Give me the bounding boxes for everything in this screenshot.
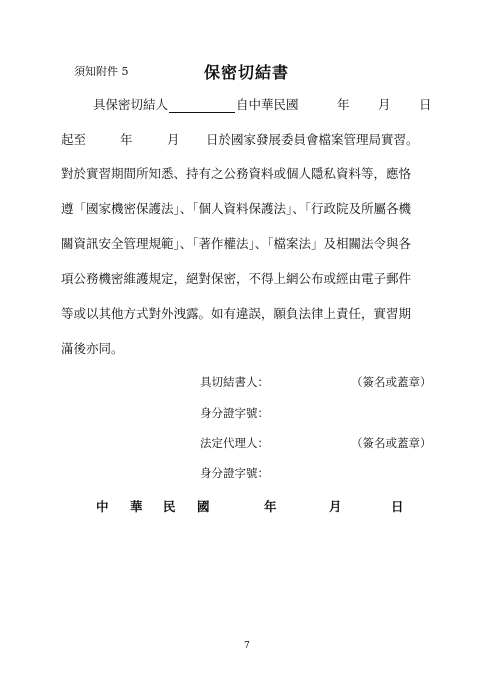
body-line-7: 等或以其他方式對外洩露。如有違誤，願負法律上責任，實習期 — [61, 306, 412, 321]
signer-label: 具切結書人： — [200, 375, 269, 389]
guardian-signature-note: （簽名或蓋章） — [351, 436, 432, 450]
date-month-label: 月 — [329, 499, 342, 514]
start-month-label: 月 — [378, 97, 391, 112]
page-number: 7 — [244, 641, 250, 651]
signer-id-label: 身分證字號： — [200, 406, 269, 420]
date-char-hua: 華 — [130, 499, 143, 514]
date-from-prefix: 自中華民國 — [236, 97, 299, 112]
body-line-3: 對於實習期間所知悉、持有之公務資料或個人隱私資料等，應恪 — [61, 166, 412, 181]
start-day-label: 日 — [419, 97, 432, 112]
signer-name-blank[interactable] — [169, 99, 235, 113]
date-char-min: 民 — [163, 499, 176, 514]
document-title: 保密切結書 — [204, 63, 290, 82]
attachment-label: 須知附件 5 — [74, 65, 129, 78]
guardian-label: 法定代理人： — [200, 436, 269, 450]
date-to-prefix: 起至 — [61, 132, 87, 147]
body-line-2-end: 日於國家發展委員會檔案管理局實習。 — [206, 132, 419, 147]
date-year-label: 年 — [264, 499, 277, 514]
date-day-label: 日 — [391, 499, 404, 514]
body-line-6: 項公務機密維護規定，絕對保密，不得上網公布或經由電子郵件 — [61, 271, 412, 286]
body-line-5: 關資訊安全管理規範」、「著作權法」、「檔案法」及相關法令與各 — [61, 236, 412, 251]
date-char-guo: 國 — [197, 499, 210, 514]
date-char-zhong: 中 — [96, 499, 109, 514]
end-year-label: 年 — [120, 132, 133, 147]
signer-signature-note: （簽名或蓋章） — [351, 375, 432, 389]
body-line-8: 滿後亦同。 — [61, 341, 124, 356]
end-month-label: 月 — [167, 132, 180, 147]
body-line-1 — [93, 97, 299, 113]
body-line-4: 遵「國家機密保護法」、「個人資料保護法」、「行政院及所屬各機 — [61, 201, 412, 216]
signer-prefix: 具保密切結人 — [93, 97, 169, 112]
guardian-id-label: 身分證字號： — [200, 466, 269, 480]
start-year-label: 年 — [337, 97, 350, 112]
